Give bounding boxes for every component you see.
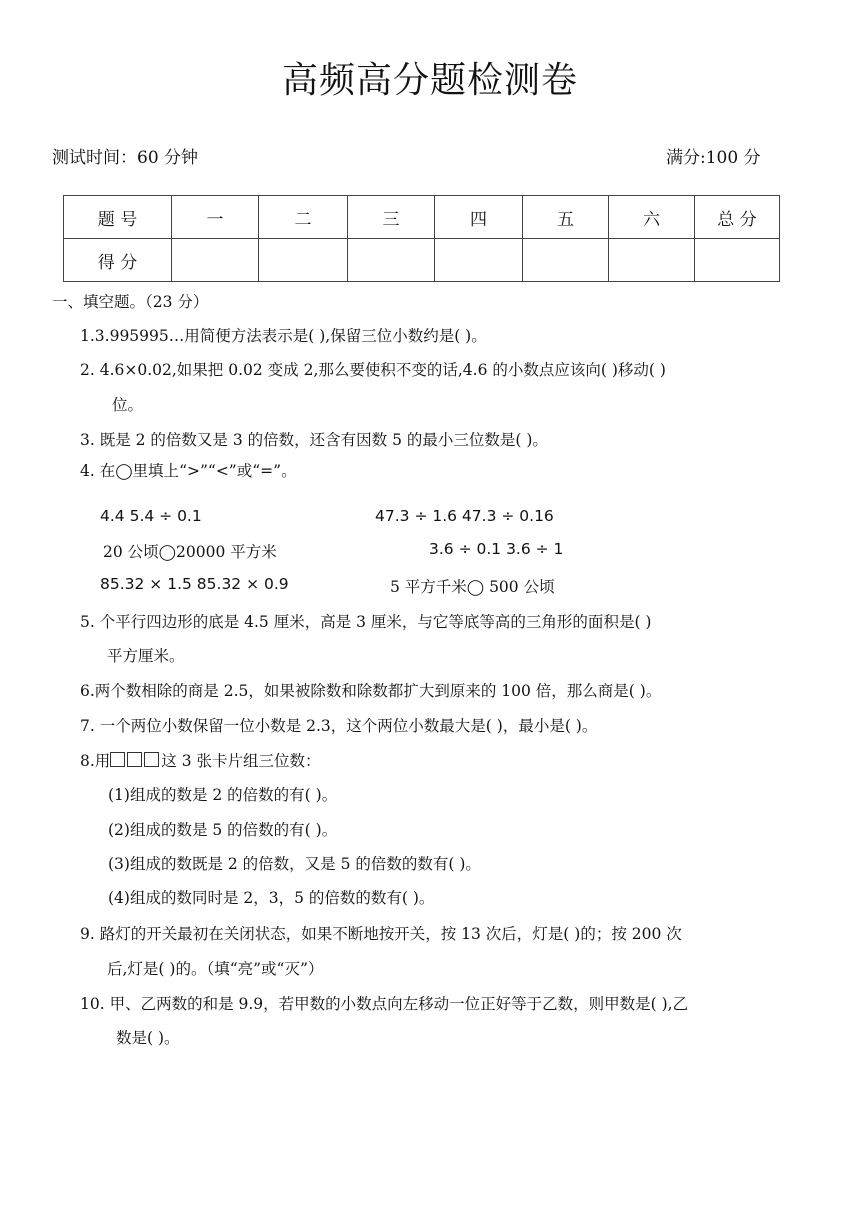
question-8-sub-3: (3)组成的数既是 2 的倍数，又是 5 的倍数的数有( )。 xyxy=(108,855,481,873)
score-cell[interactable] xyxy=(348,239,435,282)
header-cell-4: 四 xyxy=(435,196,523,239)
header-cell-3: 三 xyxy=(348,196,435,239)
question-9-cont: 后,灯是( )的。（填“亮”或“灭”） xyxy=(107,960,324,978)
question-8 xyxy=(80,749,321,771)
score-cell[interactable] xyxy=(435,239,523,282)
score-cell[interactable] xyxy=(172,239,259,282)
score-cell[interactable] xyxy=(523,239,609,282)
header-cell-1: 一 xyxy=(172,196,259,239)
section-title: 一、填空题。（23 分） xyxy=(52,293,209,311)
question-9: 9. 路灯的开关最初在关闭状态，如果不断地按开关，按 13 次后，灯是( )的；按 200 次 xyxy=(80,925,682,943)
compare-item-1: 4.4 5.4 ÷ 0.1 xyxy=(100,507,202,525)
score-table xyxy=(63,195,780,282)
header-cell-2: 二 xyxy=(259,196,348,239)
score-table-score-row xyxy=(64,239,780,282)
question-8-prefix: 8.用 xyxy=(80,752,111,770)
score-table-header-row xyxy=(64,196,780,239)
header-cell-total: 总 分 xyxy=(695,196,780,239)
score-cell[interactable] xyxy=(609,239,695,282)
compare-item-5: 85.32 × 1.5 85.32 × 0.9 xyxy=(100,575,289,593)
score-cell[interactable] xyxy=(695,239,780,282)
header-cell-5: 五 xyxy=(523,196,609,239)
page-title: 高频高分题检测卷 xyxy=(281,60,578,101)
test-time: 测试时间：60 分钟 xyxy=(52,148,199,168)
question-8-sub-4: (4)组成的数同时是 2，3，5 的倍数的数有( )。 xyxy=(108,889,435,907)
question-10-cont: 数是( )。 xyxy=(116,1029,180,1047)
header-cell-question: 题 号 xyxy=(64,196,172,239)
compare-item-3: 20 公顷◯20000 平方米 xyxy=(103,543,277,561)
question-5: 5. 个平行四边形的底是 4.5 厘米，高是 3 厘米，与它等底等高的三角形的面积是( ) xyxy=(80,613,652,631)
question-10: 10. 甲、乙两数的和是 9.9，若甲数的小数点向左移动一位正好等于乙数，则甲数是( ),乙 xyxy=(80,995,689,1013)
question-8-sub-1: (1)组成的数是 2 的倍数的有( )。 xyxy=(108,786,338,804)
full-score: 满分:100 分 xyxy=(666,148,761,168)
compare-item-4: 3.6 ÷ 0.1 3.6 ÷ 1 xyxy=(429,540,564,558)
question-8-sub-2: (2)组成的数是 5 的倍数的有( )。 xyxy=(108,821,338,839)
question-2: 2. 4.6×0.02,如果把 0.02 变成 2,那么要使积不变的话,4.6 的小数点应该向( )移动( ) xyxy=(80,361,666,379)
question-5-cont: 平方厘米。 xyxy=(107,647,185,665)
score-cell[interactable] xyxy=(259,239,348,282)
question-3: 3. 既是 2 的倍数又是 3 的倍数，还含有因数 5 的最小三位数是( )。 xyxy=(80,431,548,449)
question-1: 1.3.995995…用简便方法表示是( ),保留三位小数约是( )。 xyxy=(80,327,487,345)
header-cell-6: 六 xyxy=(609,196,695,239)
compare-item-2: 47.3 ÷ 1.6 47.3 ÷ 0.16 xyxy=(375,507,554,525)
compare-item-6: 5 平方千米◯ 500 公顷 xyxy=(390,578,555,596)
question-4: 4. 在◯里填上“>”“<”或“=”。 xyxy=(80,462,297,480)
card-box-icon xyxy=(110,752,125,767)
question-7: 7. 一个两位小数保留一位小数是 2.3，这个两位小数最大是( )，最小是( )。 xyxy=(80,717,598,735)
card-box-icon xyxy=(127,752,142,767)
question-6: 6.两个数相除的商是 2.5，如果被除数和除数都扩大到原来的 100 倍，那么商是( )。 xyxy=(80,682,662,700)
card-box-icon xyxy=(144,752,159,767)
score-row-label: 得 分 xyxy=(64,239,172,282)
question-2-cont: 位。 xyxy=(112,396,144,414)
question-8-suffix: 这 3 张卡片组三位数： xyxy=(161,752,321,770)
